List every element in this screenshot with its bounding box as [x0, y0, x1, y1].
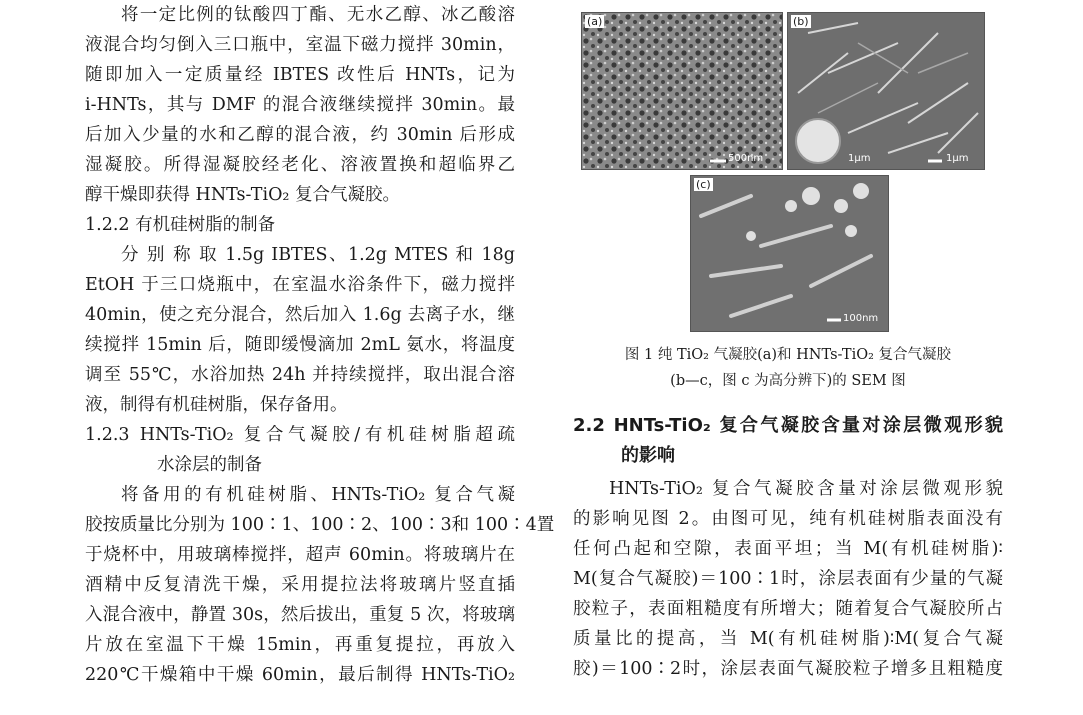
sem-texture-b: [788, 13, 984, 169]
body-text-line: 40min，使之充分混合，然后加入 1.6g 去离子水，继: [85, 305, 515, 325]
panel-label-b: (b): [793, 15, 809, 28]
subsection-heading: 1.2.2 有机硅树脂的制备: [85, 215, 276, 235]
body-text-line: 液，制得有机硅树脂，保存备用。: [85, 395, 348, 415]
scale-bar-label-b-right: 1μm: [946, 153, 969, 164]
body-text-line: 分 别 称 取 1.5g IBTES、1.2g MTES 和 18g: [121, 245, 515, 265]
body-text-line: 于烧杯中，用玻璃棒搅拌，超声 60min。将玻璃片在: [85, 545, 515, 565]
body-text-line: 醇干燥即获得 HNTs-TiO₂ 复合气凝胶。: [85, 185, 400, 205]
sem-image-c: [690, 175, 889, 332]
body-text-line: 酒精中反复清洗干燥，采用提拉法将玻璃片竖直插: [85, 575, 515, 595]
subsection-heading: 1.2.3 HNTs-TiO₂ 复合气凝胶/有机硅树脂超疏: [85, 425, 515, 445]
body-text-line: 续搅拌 15min 后，随即缓慢滴加 2mL 氨水，将温度: [85, 335, 515, 355]
scale-bar-label-b-left: 1μm: [848, 153, 871, 164]
figure-caption-line1: 图 1 纯 TiO₂ 气凝胶(a)和 HNTs-TiO₂ 复合气凝胶: [624, 347, 952, 363]
subsection-heading-cont: 水涂层的制备: [157, 455, 262, 475]
sem-image-a: [581, 12, 783, 170]
body-text-line: 质量比的提高，当 M(有机硅树脂)∶M(复合气凝: [573, 629, 1003, 649]
section-heading: 2.2 HNTs-TiO₂ 复合气凝胶含量对涂层微观形貌: [573, 415, 1003, 436]
body-text-line: EtOH 于三口烧瓶中，在室温水浴条件下，磁力搅拌: [85, 275, 515, 295]
body-text-line: 调至 55℃，水浴加热 24h 并持续搅拌，取出混合溶: [85, 365, 515, 385]
body-text-line: 片放在室温下干燥 15min，再重复提拉，再放入: [85, 635, 515, 655]
panel-label-c: (c): [696, 178, 711, 191]
scale-bar-label-c: 100nm: [843, 313, 879, 324]
body-text-line: M(复合气凝胶)＝100∶1时，涂层表面有少量的气凝: [573, 569, 1003, 589]
body-text-line: 将备用的有机硅树脂、HNTs-TiO₂ 复合气凝: [121, 485, 515, 505]
body-text-line: 任何凸起和空隙，表面平坦；当 M(有机硅树脂)∶: [573, 539, 1003, 559]
body-text-line: 湿凝胶。所得湿凝胶经老化、溶液置换和超临界乙: [85, 155, 515, 175]
body-text-line: 220℃干燥箱中干燥 60min，最后制得 HNTs-TiO₂: [85, 665, 515, 685]
body-text-line: i-HNTs，其与 DMF 的混合液继续搅拌 30min。最: [85, 95, 515, 115]
sem-texture-a: [582, 13, 782, 169]
body-text-line: 胶)＝100∶2时，涂层表面气凝胶粒子增多且粗糙度: [573, 659, 1003, 679]
body-text-line: 液混合均匀倒入三口瓶中，室温下磁力搅拌 30min，: [85, 35, 515, 55]
panel-label-a: (a): [587, 15, 603, 28]
section-heading-cont: 的影响: [621, 445, 675, 466]
figure-caption-line2: (b—c，图 c 为高分辨下)的 SEM 图: [670, 373, 906, 389]
sem-image-b: [787, 12, 985, 170]
body-text-line: 入混合液中，静置 30s，然后拔出，重复 5 次，将玻璃: [85, 605, 515, 625]
body-text-line: 将一定比例的钛酸四丁酯、无水乙醇、冰乙酸溶: [121, 5, 515, 25]
body-text-line: 胶按质量比分别为 100∶1、100∶2、100∶3和 100∶4置: [85, 515, 555, 535]
body-text-line: 随即加入一定质量经 IBTES 改性后 HNTs，记为: [85, 65, 515, 85]
body-text-line: HNTs-TiO₂ 复合气凝胶含量对涂层微观形貌: [609, 479, 1003, 499]
body-text-line: 的影响见图 2。由图可见，纯有机硅树脂表面没有: [573, 509, 1003, 529]
body-text-line: 胶粒子，表面粗糙度有所增大；随着复合气凝胶所占: [573, 599, 1003, 619]
scale-bar-label-a: 500nm: [728, 153, 764, 164]
sem-texture-c: [691, 176, 888, 331]
body-text-line: 后加入少量的水和乙醇的混合液，约 30min 后形成: [85, 125, 515, 145]
